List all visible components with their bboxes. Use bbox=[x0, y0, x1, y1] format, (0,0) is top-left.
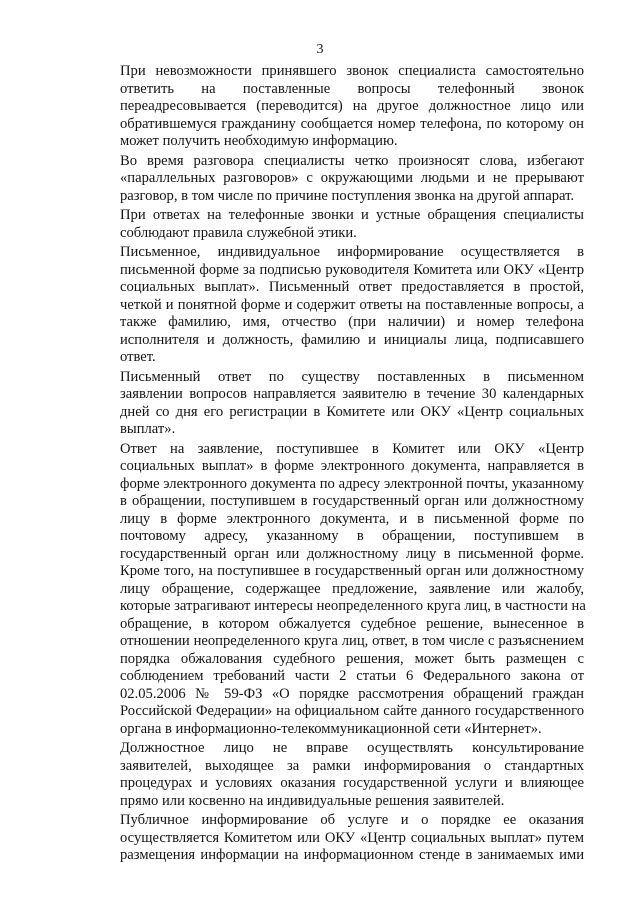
text-line: Должностное лицо не вправе осуществлять консультирование bbox=[120, 740, 584, 756]
text-line: соблюдают правила служебной этики. bbox=[120, 224, 357, 241]
text-line: также фамилию, имя, отчество (при наличии) и номер телефона bbox=[120, 314, 584, 330]
text-line: лицу в форме электронного документа, и в письменной форме по bbox=[120, 510, 584, 527]
text-line: Кроме того, на поступившее в государственный орган или должностному bbox=[120, 563, 584, 579]
text-line: «параллельных разговоров» с окружающими людьми и не прерывают bbox=[120, 170, 584, 186]
text-line: процедурах и условиях оказания государственной услуги и влияющее bbox=[120, 775, 584, 791]
text-line: исполнителя и должность, фамилию и инициалы лица, подписавшего bbox=[120, 331, 584, 348]
text-line: При невозможности принявшего звонок специалиста самостоятельно bbox=[120, 63, 584, 79]
text-line: прямо или косвенно на индивидуальные решения заявителей. bbox=[120, 792, 505, 809]
text-line: выплат». bbox=[120, 421, 176, 437]
text-line: 02.05.2006 № 59-ФЗ «О порядке рассмотрения обращений граждан bbox=[120, 685, 584, 702]
text-line: социальных выплат» в форме электронного документа, направляется в bbox=[120, 458, 584, 474]
paragraph bbox=[91, 63, 584, 151]
text-line: дней со дня его регистрации в Комитете или ОКУ «Центр социальных bbox=[120, 403, 584, 420]
text-line: заявителей, выходящее за рамки информирования о стандартных bbox=[120, 757, 584, 774]
text-line: органа в информационно-телекоммуникационной сети «Интернет». bbox=[120, 720, 542, 737]
text-line: Письменный ответ по существу поставленных в письменном bbox=[120, 368, 584, 385]
text-line: обратившемуся гражданину сообщается номер телефона, по которому он bbox=[120, 115, 584, 132]
text-line: письменной форме за подписью руководителя Комитета или ОКУ «Центр bbox=[120, 261, 584, 278]
document-body bbox=[91, 63, 584, 867]
text-line: ответить на поставленные вопросы телефонный звонок bbox=[120, 80, 584, 97]
text-line: соблюдением требований части 2 статьи 6 Федерального закона от bbox=[120, 668, 584, 684]
text-line: лицу обращение, содержащее предложение, заявление или жалобу, bbox=[120, 580, 584, 597]
text-line: в обращении, поступившем в государственный орган или должностному bbox=[120, 493, 584, 509]
text-line: заявлении вопросов направляется заявителю в течение 30 календарных bbox=[120, 386, 584, 402]
text-line: Ответ на заявление, поступившее в Комитет или ОКУ «Центр bbox=[120, 440, 584, 457]
paragraph bbox=[91, 740, 584, 810]
text-line: обращение, в котором обжалуется судебное решение, вынесенное в bbox=[120, 615, 584, 632]
text-line: форме электронного документа по адресу электронной почты, указанному bbox=[120, 475, 584, 492]
page-number: 3 bbox=[316, 42, 324, 57]
text-line: переадресовывается (переводится) на другое должностное лицо или bbox=[120, 98, 584, 114]
paragraph bbox=[91, 812, 584, 865]
text-line: Письменное, индивидуальное информирование осуществляется в bbox=[120, 244, 584, 260]
text-line: которые затрагивают интересы неопределенного круга лиц, в частности на bbox=[120, 598, 586, 614]
paragraph bbox=[91, 244, 584, 367]
text-line: может получить необходимую информацию. bbox=[120, 133, 398, 149]
text-line: четкой и понятной форме и содержит ответы на поставленные вопросы, а bbox=[120, 296, 584, 313]
text-line: государственный орган или должностному лицу в письменной форме. bbox=[120, 545, 584, 562]
text-line: Во время разговора специалисты четко произносят слова, избегают bbox=[120, 152, 584, 169]
paragraph bbox=[91, 153, 584, 206]
text-line: Публичное информирование об услуге и о порядке ее оказания bbox=[120, 812, 584, 828]
paragraph bbox=[91, 207, 584, 242]
paragraph bbox=[91, 441, 584, 739]
text-line: почтовому адресу, указанному в обращении, поступившем в bbox=[120, 528, 584, 544]
text-line: Российской Федерации» на официальном сайте данного государственного bbox=[120, 703, 584, 719]
text-line: ответ. bbox=[120, 349, 156, 365]
text-line: разговор, в том числе по причине поступления звонка на другой аппарат. bbox=[120, 187, 575, 204]
text-line: При ответах на телефонные звонки и устные обращения специалисты bbox=[120, 207, 584, 223]
paragraph bbox=[91, 369, 584, 439]
text-line: социальных выплат». Письменный ответ предоставляется в простой, bbox=[120, 279, 584, 295]
text-line: отношении неопределенного круга лиц, ответ, в том числе с разъяснением bbox=[120, 633, 584, 649]
text-line: осуществляется Комитетом или ОКУ «Центр социальных выплат» путем bbox=[120, 829, 584, 846]
text-line: порядка обжалования судебного решения, может быть размещен с bbox=[120, 650, 584, 667]
text-line: размещения информации на информационном стенде в занимаемых ими bbox=[120, 847, 584, 863]
